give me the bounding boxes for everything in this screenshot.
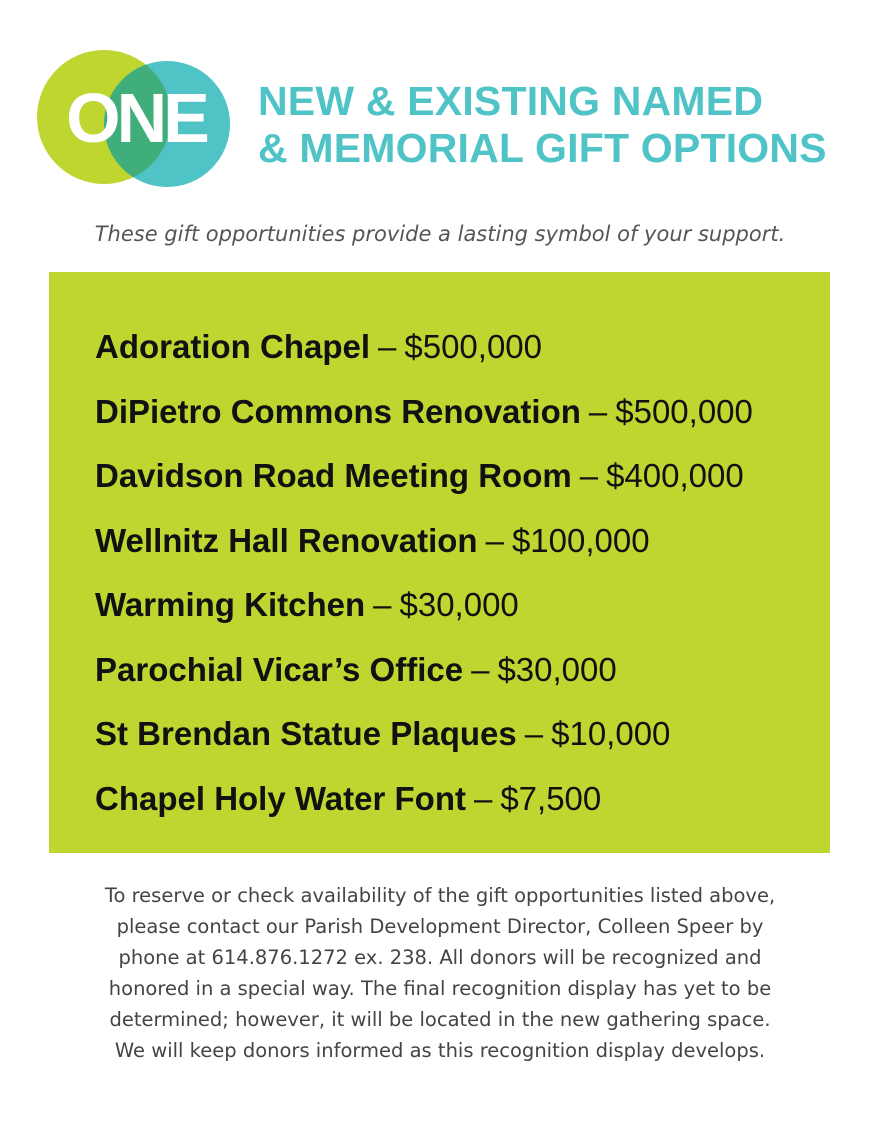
- tagline: These gift opportunities provide a lasting symbol of your support.: [94, 222, 786, 246]
- logo-word: ONE: [66, 79, 206, 157]
- gift-item: [95, 638, 815, 703]
- gift-name: Chapel Holy Water Font: [95, 779, 466, 817]
- gift-item: [95, 444, 815, 509]
- contact-info-paragraph: [40, 880, 840, 1066]
- gift-name: Warming Kitchen: [95, 586, 366, 623]
- one-campaign-logo: [36, 40, 236, 190]
- gift-name: Wellnitz Hall Renovation: [95, 521, 478, 559]
- gift-name: Adoration Chapel: [95, 328, 371, 365]
- footer-line: determined; however, it will be located in the new gathering space.: [109, 1008, 771, 1031]
- gift-name: St Brendan Statue Plaques: [95, 715, 517, 752]
- gift-separator: –: [473, 779, 493, 817]
- gift-separator: –: [588, 392, 608, 430]
- gift-options-panel: [49, 272, 830, 853]
- gift-item: [95, 509, 815, 574]
- footer-line: We will keep donors informed as this recognition display develops.: [114, 1039, 766, 1062]
- gift-separator: –: [378, 328, 397, 365]
- gift-item: [95, 315, 815, 380]
- gift-separator: –: [471, 650, 490, 688]
- title-line-2: & MEMORIAL GIFT OPTIONS: [258, 125, 827, 171]
- gift-amount: $500,000: [615, 392, 753, 430]
- page-title: [258, 78, 858, 172]
- gift-amount: $10,000: [551, 715, 671, 752]
- gift-amount: $500,000: [404, 328, 543, 365]
- gift-name: DiPietro Commons Renovation: [95, 392, 581, 430]
- gift-item: [95, 767, 815, 832]
- gift-list: [95, 315, 815, 831]
- footer-line: honored in a special way. The final recognition display has yet to be: [108, 977, 772, 1000]
- gift-separator: –: [524, 715, 544, 752]
- gift-separator: –: [485, 521, 504, 559]
- footer-line: please contact our Parish Development Director, Colleen Speer by: [116, 915, 764, 938]
- gift-separator: –: [579, 457, 599, 494]
- overlapping-circles-logo-icon: [36, 40, 236, 190]
- gift-amount: $7,500: [500, 779, 602, 817]
- gift-name: Davidson Road Meeting Room: [95, 457, 572, 494]
- gift-amount: $100,000: [511, 521, 650, 559]
- title-line-1: NEW & EXISTING NAMED: [258, 78, 764, 124]
- gift-amount: $30,000: [399, 586, 519, 623]
- gift-item: [95, 702, 815, 767]
- gift-item: [95, 380, 815, 445]
- gift-amount: $30,000: [497, 650, 617, 688]
- footer-line: To reserve or check availability of the gift opportunities listed above,: [104, 884, 776, 907]
- footer-line: phone at 614.876.1272 ex. 238. All donors will be recognized and: [118, 946, 762, 969]
- gift-amount: $400,000: [606, 457, 744, 494]
- gift-item: [95, 573, 815, 638]
- gift-separator: –: [373, 586, 392, 623]
- gift-name: Parochial Vicar’s Office: [95, 650, 464, 688]
